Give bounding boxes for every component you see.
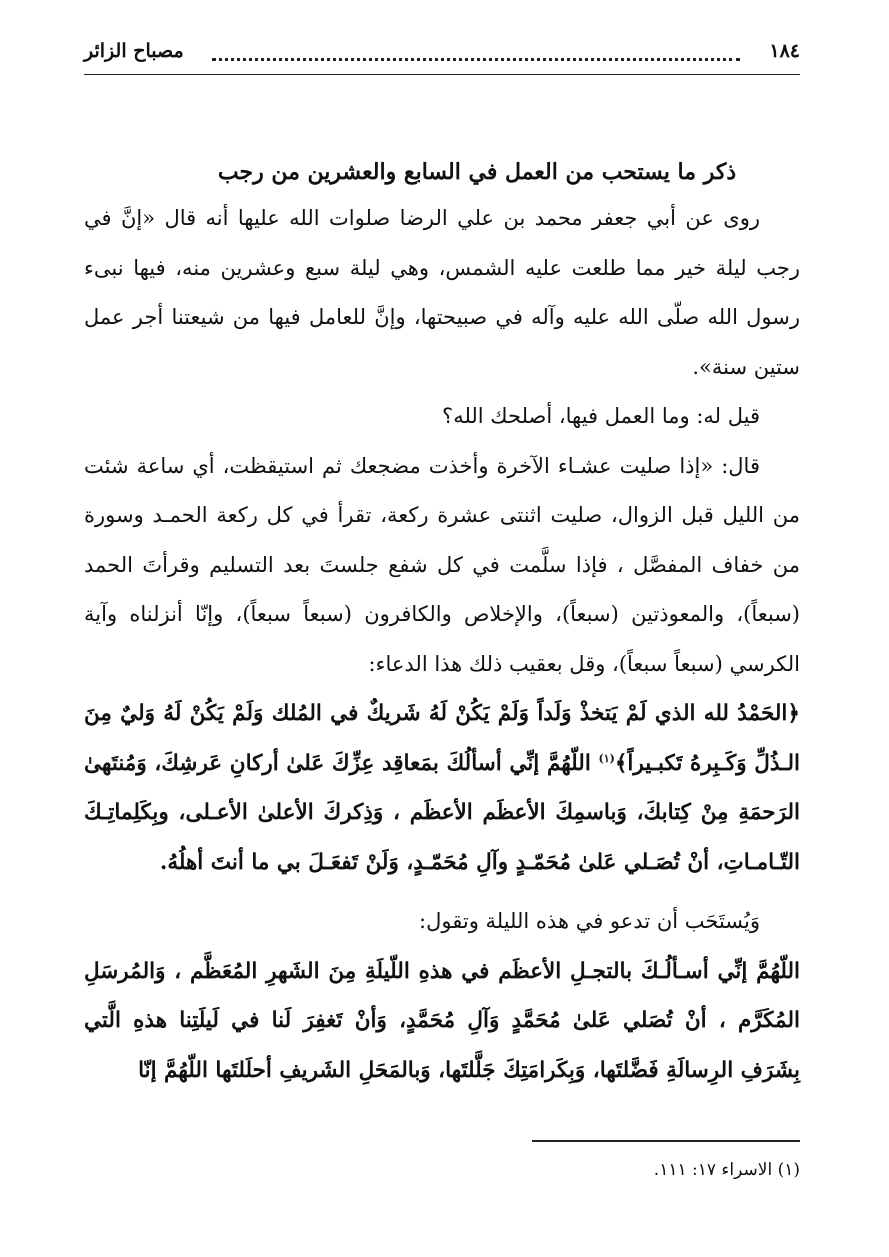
quran-verse: ﴿الحَمْدُ لله الذي لَمْ يَتخذْ وَلَداً وَلَمْ يَكُنْ لَهُ شَريكٌ في المُلك وَلَمْ يَكُنْ لَهُ وَليٌ مِنَ الـذُلِّ وَكَـبِرهُ تَكبـيراً﴾	[84, 701, 800, 776]
instruction-paragraph: وَيُستَحَب أن تدعو في هذه الليلة وتقول:	[419, 909, 760, 933]
footnote: (١) الاسراء ١٧: ١١١.	[653, 1160, 800, 1180]
page-number: ١٨٤	[769, 40, 800, 62]
running-title: مصباح الزائر	[84, 40, 184, 62]
footnote-marker: (١)	[598, 751, 615, 765]
dua-first	[84, 689, 800, 887]
section-heading: ذكر ما يستحب من العمل في السابع والعشرين من رجب	[217, 159, 737, 185]
dua-first-rest: اللّهُمَّ إنِّي أسألُكَ بمَعاقِد عِزِّكَ عَلىٰ أركانِ عَرشِكَ، وَمُنتَهىٰ الرَحمَةِ مِنْ كِتابكَ، وَباسمِكَ الأعظَم الأعظَم ، وَذِكركَ الأعلىٰ الأعـلى، وبِكَلِماتِـكَ التّـامـاتِ، أنْ تُصَـلي عَلىٰ مُحَمّـدٍ وآلِ مُحَمّـدٍ، وَلَنْ تَفعَـلَ بي ما أنتَ أهلُهُ.	[84, 750, 800, 875]
narration-paragraph: روى عن أبي جعفر محمد بن علي الرضا صلوات الله عليها أنه قال «إنَّ في رجب ليلة خير مما طلعت عليه الشمس، وهي ليلة سبع وعشرين منه، فيها نبىء رسول الله صلّى الله عليه وآله في صبيحتها، وإنَّ للعامل فيها من شيعتنا أجر عمل ستين سنة».	[84, 206, 800, 379]
header-dot-leader	[212, 58, 740, 61]
footnote-rule	[532, 1140, 800, 1142]
question-paragraph: قيل له: وما العمل فيها، أصلحك الله؟	[442, 404, 760, 428]
dua-second: اللّهُمَّ إنِّي أسـألُـكَ بالتجـلِ الأعظَم في هذهِ اللّيلَةِ مِنَ الشَهرِ المُعَظَّم ، وَالمُرسَلِ المُكَرَّم ، أنْ تُصَلي عَلىٰ مُحَمَّدٍ وَآلِ مُحَمَّدٍ، وَأنْ تَغفِرَ لَنا في لَيلَتِنا هذهِ الَّتي بِشَرَفِ الرِسالَةِ فَضَّلتَها، وَبِكَرامَتِكَ جَلَّلتَها، وَبالمَحَلِ الشَريفِ أحلَلتَها اللّهُمَّ إنّا	[84, 958, 800, 1083]
answer-paragraph: قال: «إذا صليت عشـاء الآخرة وأخذت مضجعك ثم استيقظت، أي ساعة شئت من الليل قبل الزوال، صليت اثنتى عشرة ركعة، تقرأ في كل ركعة الحمـد وسورة من خفاف المفصَّل ، فإذا سلَّمت في كل شفع جلستَ بعد التسليم وقرأتَ الحمد (سبعاً)، والمعوذتين (سبعاً)، والإخلاص والكافرون (سبعاً سبعاً)، وإنّا أنزلناه وآية الكرسي (سبعاً سبعاً)، وقل بعقيب ذلك هذا الدعاء:	[84, 453, 800, 676]
page-header	[84, 34, 800, 74]
page-body	[84, 150, 800, 1095]
header-rule	[84, 74, 800, 75]
